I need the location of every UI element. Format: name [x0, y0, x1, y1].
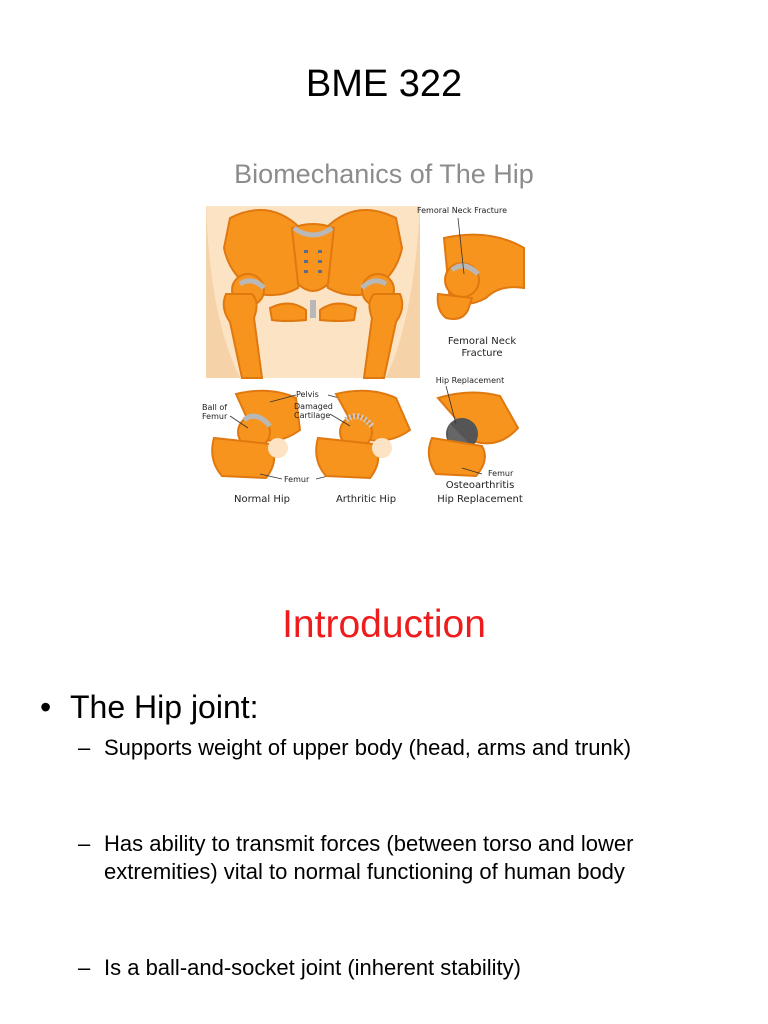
slide-title: BME 322: [305, 63, 463, 105]
femoral-neck-fracture-panel: [417, 206, 524, 359]
arthritic-hip-panel: [294, 391, 410, 505]
fnf-small-label: Femoral Neck Fracture: [416, 206, 508, 215]
sub-point-text: Is a ball-and-socket joint (inherent stability): [104, 955, 521, 980]
damaged-cartilage-label-2: Cartilage: [294, 411, 331, 420]
hr-small-label: Hip Replacement: [435, 376, 505, 385]
dash-marker: –: [78, 735, 91, 760]
bullet-text: The Hip joint:: [70, 689, 259, 725]
dash-marker: –: [78, 955, 91, 980]
sub-point: [78, 830, 718, 886]
sub-point: [78, 954, 718, 982]
sub-point: [78, 734, 718, 762]
normal-hip-caption: Normal Hip: [233, 494, 291, 505]
fnf-caption-line2: Fracture: [461, 348, 503, 359]
femur-label: Femur: [284, 475, 310, 484]
hip-anatomy-illustration: [200, 198, 536, 510]
sub-point-text: Has ability to transmit forces (between torso and lower extremities) vital to normal functioning of human body: [104, 831, 634, 884]
femur-label-2: Femur: [488, 469, 514, 478]
damaged-cartilage-label-1: Damaged: [294, 402, 333, 411]
sub-point-text: Supports weight of upper body (head, arms and trunk): [104, 735, 632, 760]
arthritic-hip-caption: Arthritic Hip: [335, 494, 397, 505]
ball-of-femur-label-1: Ball of: [202, 403, 228, 412]
dash-marker: –: [78, 831, 91, 856]
fnf-caption-line1: Femoral Neck: [447, 336, 517, 347]
pelvis-label: Pelvis: [296, 390, 319, 399]
pelvis-panel: [206, 206, 420, 378]
hip-replacement-panel: [429, 376, 518, 491]
osteoarthritis-label: Osteoarthritis: [445, 480, 515, 491]
ball-of-femur-label-2: Femur: [202, 412, 228, 421]
hip-replacement-caption: Hip Replacement: [437, 494, 523, 505]
slide-subtitle: Biomechanics of The Hip: [234, 159, 534, 189]
bullet-dot: •: [40, 689, 52, 725]
section-heading: Introduction: [282, 603, 486, 646]
bullet-hip-joint: [40, 686, 259, 728]
